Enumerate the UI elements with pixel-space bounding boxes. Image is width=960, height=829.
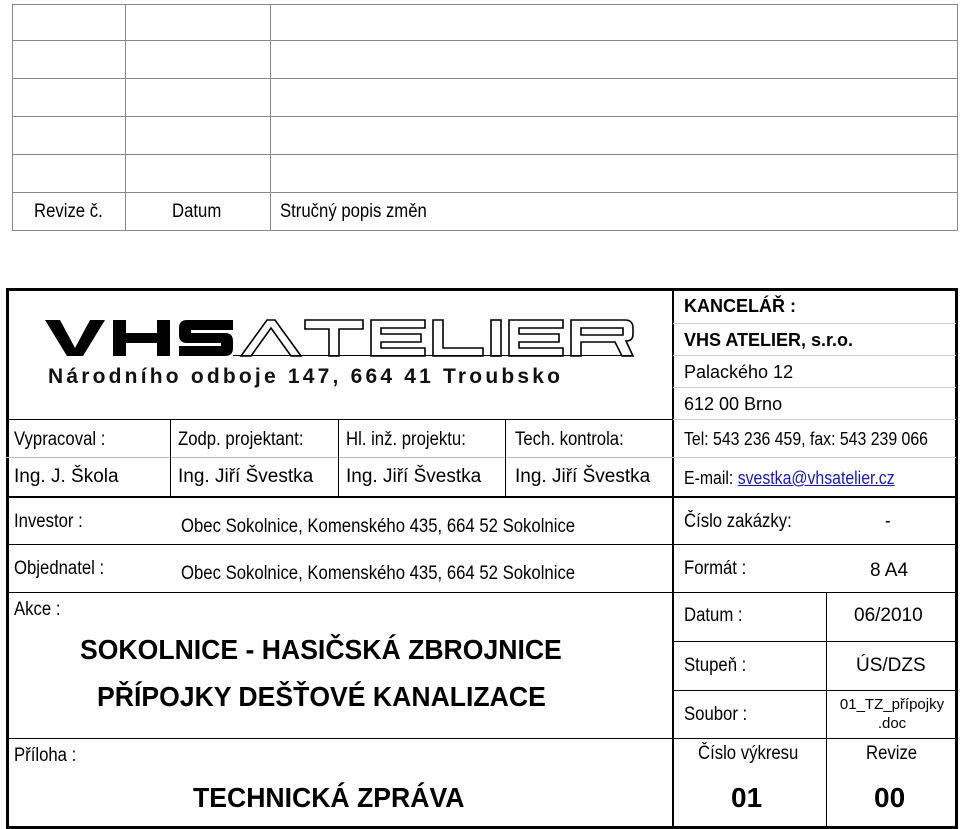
office-phone: Tel: 543 236 459, fax: 543 239 066 <box>684 429 928 449</box>
role-label-technical-check: Tech. kontrola: <box>515 429 624 450</box>
action-title-line1: SOKOLNICE - HASIČSKÁ ZBROJNICE <box>80 634 562 665</box>
file-value-line2: .doc <box>877 715 907 732</box>
client-value: Obec Sokolnice, Komenského 435, 664 52 Sokolnice <box>181 563 576 584</box>
action-label: Akce : <box>14 599 61 620</box>
role-label-responsible-designer: Zodp. projektant: <box>178 429 304 450</box>
stage-label: Stupeň : <box>684 655 747 676</box>
attachment-value: TECHNICKÁ ZPRÁVA <box>193 782 465 813</box>
office-email-row <box>684 468 895 489</box>
investor-label: Investor : <box>14 511 83 532</box>
role-label-chief-engineer: Hl. inž. projektu: <box>346 429 466 450</box>
date-value: 06/2010 <box>854 605 923 626</box>
role-name-chief-engineer: Ing. Jiří Švestka <box>346 466 482 487</box>
role-name-author: Ing. J. Škola <box>14 466 119 487</box>
office-email-label: E-mail: <box>684 468 734 488</box>
investor-value: Obec Sokolnice, Komenského 435, 664 52 Sokolnice <box>181 516 576 537</box>
revision-value: 00 <box>874 782 906 813</box>
vhs-atelier-logo-icon <box>45 314 635 360</box>
stage-value: ÚS/DZS <box>856 655 926 676</box>
office-street: Palackého 12 <box>684 362 794 382</box>
order-number-value: - <box>885 511 891 532</box>
file-value-line1: 01_TZ_přípojky <box>839 696 945 713</box>
revision-description-header: Stručný popis změn <box>280 201 427 222</box>
company-address: Národního odboje 147, 664 41 Troubsko <box>48 365 564 388</box>
office-city: 612 00 Brno <box>684 394 783 414</box>
revision-number-header: Revize č. <box>34 201 103 222</box>
drawing-number-value: 01 <box>731 782 763 813</box>
office-heading: KANCELÁŘ : <box>684 296 796 316</box>
role-name-technical-check: Ing. Jiří Švestka <box>515 466 651 487</box>
drawing-number-label: Číslo výkresu <box>698 743 799 764</box>
format-value: 8 A4 <box>870 560 909 581</box>
office-company: VHS ATELIER, s.r.o. <box>684 330 854 350</box>
action-title-line2: PŘÍPOJKY DEŠŤOVÉ KANALIZACE <box>97 681 546 712</box>
revision-date-header: Datum <box>172 201 222 222</box>
format-label: Formát : <box>684 558 747 579</box>
role-label-author: Vypracoval : <box>14 429 106 450</box>
order-number-label: Číslo zakázky: <box>684 511 792 532</box>
attachment-label: Příloha : <box>14 745 77 766</box>
file-label: Soubor : <box>684 704 748 725</box>
role-name-responsible-designer: Ing. Jiří Švestka <box>178 466 314 487</box>
company-logo <box>45 314 635 360</box>
office-email-link[interactable]: svestka@vhsatelier.cz <box>737 468 895 488</box>
client-label: Objednatel : <box>14 558 105 579</box>
date-label: Datum : <box>684 605 743 626</box>
revision-label: Revize <box>866 743 918 764</box>
